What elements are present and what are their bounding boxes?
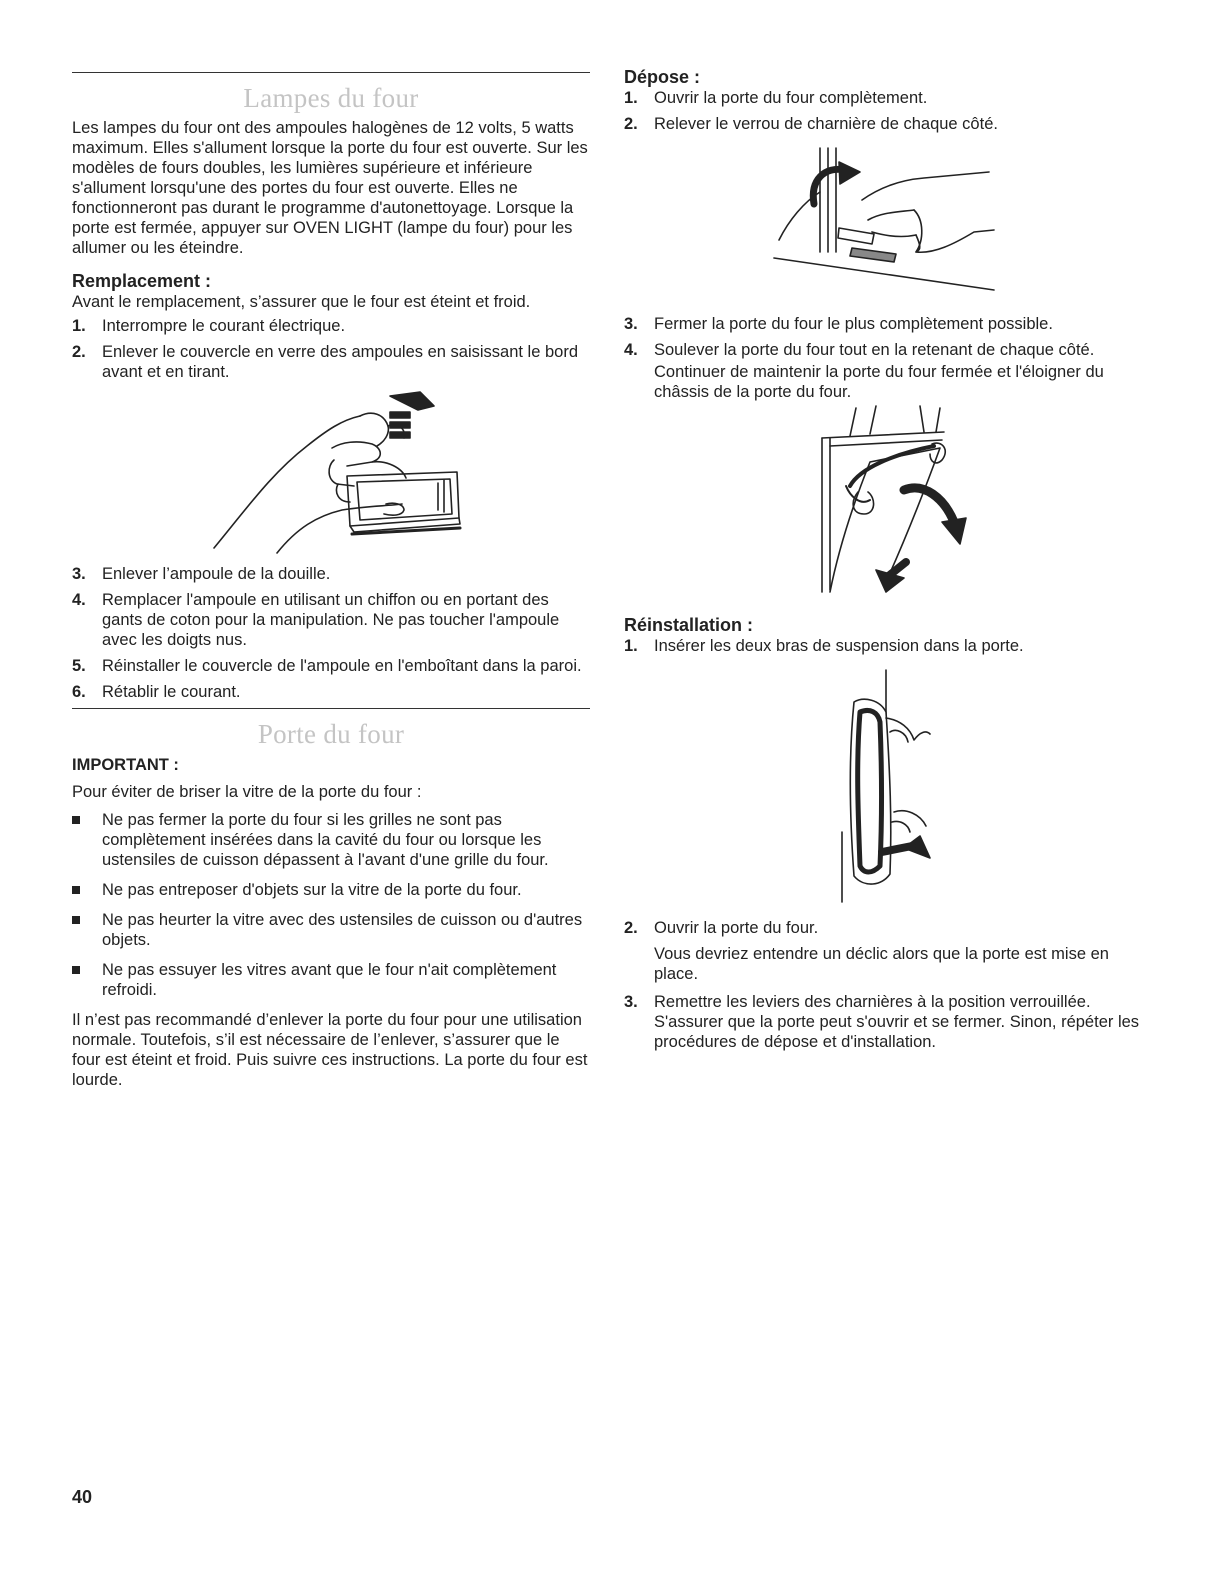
important-bullets: [72, 810, 590, 1000]
list-item: 3. Fermer la porte du four le plus complètement possible.: [624, 315, 1053, 333]
left-column: [72, 62, 590, 1090]
replacement-steps-2: [72, 564, 590, 702]
list-item: Ne pas heurter la vitre avec des ustensiles de cuisson ou d'autres objets.: [72, 910, 590, 950]
list-item: 3. Enlever l’ampoule de la douille.: [72, 565, 331, 583]
hinge-lock-illustration: [624, 140, 1144, 300]
section-title-door: Porte du four: [257, 719, 405, 749]
list-item: 4. Remplacer l'ampoule en utilisant un chiffon ou en portant des gants de coton pour la manipulation. Ne pas toucher l'ampoule avec les doigts nus.: [72, 591, 560, 649]
list-item: Ne pas fermer la porte du four si les grilles ne sont pas complètement insérées dans la cavité du four ou lorsque les ustensiles de cuisson dépassent à l'avant d'une grille du four.: [72, 810, 590, 870]
lamps-intro: Les lampes du four ont des ampoules halogènes de 12 volts, 5 watts maximum. Elles s'allument lorsque la porte du four est ouverte. Sur les modèles de fours doubles, les lumières supérieure et inférieure s'allument lorsqu'une des portes du four est ouverte. Elles ne fonctionneront pas durant le programme d'autonettoyage. Lorsque la porte est fermée, appuyer sur OVEN LIGHT (lampe du four) pour les allumer ou les éteindre.: [72, 119, 588, 257]
list-item: 6. Rétablir le courant.: [72, 683, 241, 701]
reinstall-steps-3: [624, 992, 1144, 1052]
section-divider: [72, 72, 590, 73]
reinstall-steps-1: [624, 636, 1144, 656]
list-item: 2. Enlever le couvercle en verre des ampoules en saisissant le bord avant et en tirant.: [72, 343, 579, 381]
list-item: Ne pas entreposer d'objets sur la vitre de la porte du four.: [72, 880, 590, 900]
door-closing-note: Il n’est pas recommandé d’enlever la porte du four pour une utilisation normale. Toutefois, s’il est nécessaire de l’enlever, s’assurer que le four est éteint et froid. Puis suivre ces instructions. La porte du four est lourde.: [72, 1011, 588, 1089]
reinstall-step2-note: Vous devriez entendre un déclic alors que la porte est mise en place.: [654, 945, 1109, 983]
lamp-cover-removal-illustration: [72, 388, 590, 558]
removal-steps-1: [624, 88, 1144, 134]
list-item: Ne pas essuyer les vitres avant que le four n'ait complètement refroidi.: [72, 960, 590, 1000]
removal-heading: Dépose :: [624, 67, 701, 87]
door-reinstall-illustration: [624, 662, 1144, 912]
door-removal-illustration: [624, 402, 1144, 612]
list-item: 2. Ouvrir la porte du four.: [624, 919, 819, 937]
list-item: 2. Relever le verrou de charnière de chaque côté.: [624, 115, 998, 133]
reinstall-heading: Réinstallation :: [624, 615, 754, 635]
section-title-lamps: Lampes du four: [243, 83, 419, 113]
list-item: 1. Insérer les deux bras de suspension dans la porte.: [624, 637, 1024, 655]
page-number: 40: [72, 1487, 93, 1507]
removal-steps-2: [624, 314, 1144, 360]
reinstall-steps-2: [624, 918, 1144, 938]
section-divider: [72, 708, 590, 709]
important-intro: Pour éviter de briser la vitre de la porte du four :: [72, 783, 422, 801]
list-item: 1. Ouvrir la porte du four complètement.: [624, 89, 928, 107]
removal-step4-note: Continuer de maintenir la porte du four fermée et l'éloigner du châssis de la porte du four.: [654, 363, 1104, 401]
replacement-heading: Remplacement :: [72, 271, 212, 291]
replacement-intro: Avant le remplacement, s’assurer que le four est éteint et froid.: [72, 293, 531, 311]
right-column: [624, 62, 1144, 1058]
list-item: 5. Réinstaller le couvercle de l'ampoule en l'emboîtant dans la paroi.: [72, 657, 582, 675]
replacement-steps-1: [72, 316, 590, 382]
important-heading: IMPORTANT :: [72, 756, 179, 774]
list-item: 1. Interrompre le courant électrique.: [72, 317, 346, 335]
list-item: 4. Soulever la porte du four tout en la retenant de chaque côté.: [624, 341, 1095, 359]
list-item: 3. Remettre les leviers des charnières à la position verrouillée. S'assurer que la porte peut s'ouvrir et se fermer. Sinon, répéter les procédures de dépose et d'installation.: [624, 993, 1140, 1051]
